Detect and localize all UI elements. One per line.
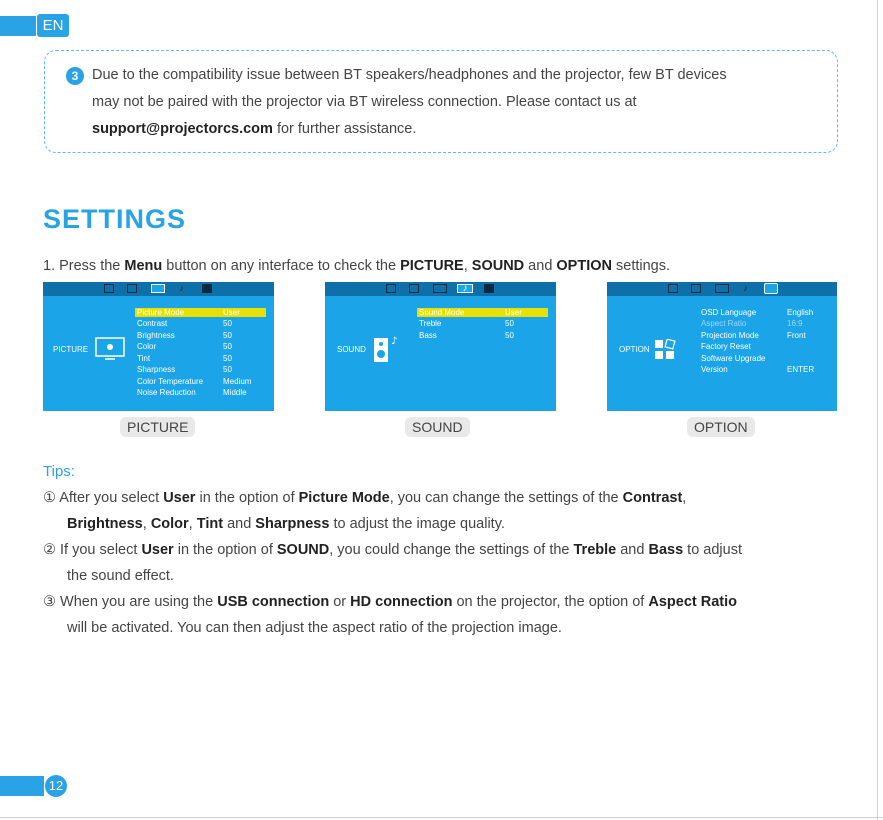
tip-1-number: ① [43, 490, 56, 506]
page-number-bar [0, 776, 44, 796]
notice-line-3-rest: for further assistance. [272, 121, 417, 137]
caption-picture: PICTURE [120, 417, 195, 437]
notice-line-2: may not be paired with the projector via BT wireless connection. Please contact us at [92, 94, 637, 110]
osd-tab-settings-icon [409, 284, 419, 293]
osd-picture-item-1: Contrast [137, 319, 168, 328]
osd-tab-picture-icon [433, 284, 447, 293]
osd-tab-input-icon [386, 284, 396, 293]
speaker-icon [373, 334, 401, 364]
osd-picture-value-6: Medium [223, 377, 252, 386]
osd-sound-value-1: 50 [505, 319, 514, 328]
osd-option-item-5: Version [701, 365, 728, 374]
caption-sound: SOUND [405, 417, 470, 437]
right-border [877, 0, 878, 820]
osd-picture-value-2: 50 [223, 331, 232, 340]
osd-picture-item-4: Tint [137, 354, 151, 363]
tip-keyword: Bass [648, 542, 684, 558]
tip-keyword: Treble [573, 542, 617, 558]
tip-text: and [616, 542, 649, 558]
language-bar [0, 16, 36, 36]
step-prefix: 1. Press the [43, 258, 125, 274]
step-mid: button on any interface to check the [162, 258, 401, 274]
osd-tab-sound-icon: ♪ [457, 284, 473, 293]
osd-option-item-0: OSD Language [701, 308, 757, 317]
tip-text: After you select [56, 490, 164, 506]
osd-picture-value-0: User [223, 308, 240, 317]
osd-tab-sound-icon: ♪ [179, 283, 184, 294]
tip-2-line-2: the sound effect. [67, 568, 174, 584]
osd-tab-option-icon [484, 284, 494, 293]
osd-sound-value-2: 50 [505, 331, 514, 340]
osd-tab-sound-icon: ♪ [743, 283, 748, 294]
tip-keyword: Contrast [622, 490, 683, 506]
tip-keyword: SOUND [276, 542, 330, 558]
osd-sound-item-0: Sound Mode [419, 308, 465, 317]
section-title: SETTINGS [43, 204, 187, 234]
tip-text: , [188, 516, 197, 532]
tip-keyword: Aspect Ratio [648, 594, 737, 610]
option-grid-icon [654, 339, 676, 361]
tip-keyword: User [141, 542, 174, 558]
svg-text:♪: ♪ [391, 336, 398, 347]
osd-option-item-1: Aspect Ratio [701, 319, 747, 328]
tip-1-line-1 [43, 490, 686, 506]
tip-text: in the option of [173, 542, 277, 558]
osd-option-item-4: Software Upgrade [701, 354, 766, 363]
notice-line-3 [92, 121, 416, 137]
tip-text: or [329, 594, 351, 610]
osd-picture-value-4: 50 [223, 354, 232, 363]
osd-sound-screen [325, 282, 556, 411]
caption-option: OPTION [687, 417, 755, 437]
osd-picture-item-7: Noise Reduction [137, 388, 196, 397]
tip-text: to adjust [683, 542, 742, 558]
osd-option-screen [607, 282, 837, 411]
tip-2-line-1 [43, 542, 742, 558]
tip-keyword: Color [150, 516, 189, 532]
tip-3-number: ③ [43, 594, 56, 610]
tip-text: , you could change the settings of the [329, 542, 574, 558]
osd-picture-item-0: Picture Mode [137, 308, 185, 317]
notice-number: 3 [66, 67, 84, 85]
osd-tab-bar [325, 282, 556, 296]
page-number: 12 [45, 775, 67, 797]
osd-side-label: SOUND [337, 345, 366, 354]
tip-text: When you are using the [56, 594, 218, 610]
osd-tab-bar [607, 282, 837, 296]
osd-tab-option-icon [764, 283, 778, 294]
option-label: OPTION [556, 258, 612, 274]
tip-keyword: HD connection [350, 594, 453, 610]
osd-picture-value-5: 50 [223, 365, 232, 374]
osd-tab-input-icon [104, 284, 114, 293]
step-suffix: settings. [612, 258, 671, 274]
osd-picture-item-5: Sharpness [137, 365, 176, 374]
tip-3-line-2: will be activated. You can then adjust the aspect ratio of the projection image. [67, 620, 562, 636]
tip-text: and [223, 516, 256, 532]
tip-1-line-2 [67, 516, 505, 532]
tip-text: If you select [56, 542, 142, 558]
osd-option-value-0: English [787, 308, 814, 317]
picture-label: PICTURE [400, 258, 464, 274]
tip-keyword: User [163, 490, 196, 506]
osd-tab-option-icon [202, 284, 212, 293]
osd-picture-item-3: Color [137, 342, 157, 351]
tip-keyword: Picture Mode [298, 490, 390, 506]
osd-tab-settings-icon [691, 284, 701, 293]
osd-picture-value-1: 50 [223, 319, 232, 328]
osd-tab-picture-icon [715, 284, 729, 293]
osd-picture-item-6: Color Temperature [137, 377, 204, 386]
tip-keyword: Tint [196, 516, 224, 532]
osd-option-value-2: Front [787, 331, 806, 340]
tip-keyword: Brightness [67, 516, 143, 532]
osd-sound-item-1: Treble [419, 319, 442, 328]
osd-side-label: PICTURE [53, 345, 89, 354]
osd-picture-value-7: Middle [223, 388, 247, 397]
tip-text: , you can change the settings of the [389, 490, 623, 506]
picture-monitor-icon [95, 337, 125, 361]
tips-title: Tips: [43, 463, 75, 480]
step-1-text [43, 258, 670, 274]
tip-text: on the projector, the option of [452, 594, 649, 610]
osd-tab-input-icon [668, 284, 678, 293]
osd-tab-bar [43, 282, 274, 296]
osd-option-item-3: Factory Reset [701, 342, 751, 351]
osd-picture-item-2: Brightness [137, 331, 175, 340]
tip-text: , [142, 516, 151, 532]
osd-tab-settings-icon [127, 284, 137, 293]
osd-tab-picture-icon [151, 284, 165, 293]
language-tag: EN [37, 14, 69, 37]
tip-2-number: ② [43, 542, 56, 558]
step-comma: , [463, 258, 472, 274]
notice-line-1: Due to the compatibility issue between BT speakers/headphones and the projector, few BT devices [92, 67, 727, 83]
tip-keyword: Sharpness [255, 516, 330, 532]
osd-option-value-5: ENTER [787, 365, 815, 374]
osd-side-label: OPTION [619, 345, 650, 354]
osd-option-value-1: 16:9 [787, 319, 803, 328]
tip-text: in the option of [195, 490, 299, 506]
osd-picture-screen [43, 282, 274, 411]
menu-label: Menu [124, 258, 163, 274]
support-email: support@projectorcs.com [92, 121, 273, 137]
tip-3-line-1 [43, 594, 737, 610]
osd-sound-item-2: Bass [419, 331, 437, 340]
osd-sound-value-0: User [505, 308, 522, 317]
tip-text: to adjust the image quality. [329, 516, 505, 532]
tip-text: , [682, 490, 687, 506]
osd-picture-value-3: 50 [223, 342, 232, 351]
tip-keyword: USB connection [217, 594, 330, 610]
step-and: and [524, 258, 557, 274]
osd-option-item-2: Projection Mode [701, 331, 759, 340]
sound-label: SOUND [471, 258, 525, 274]
bottom-border [0, 817, 883, 818]
